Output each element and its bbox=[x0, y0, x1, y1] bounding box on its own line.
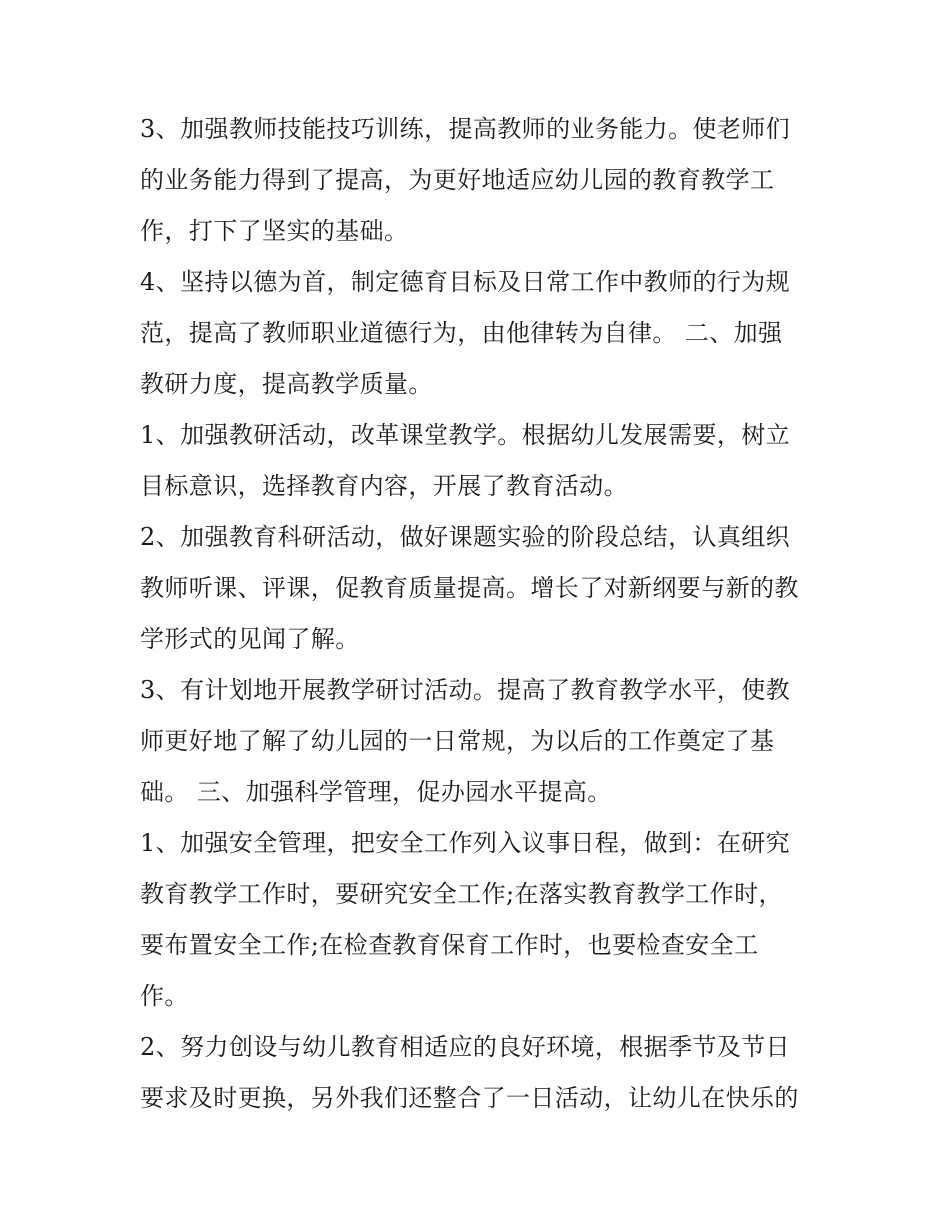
text-line: 4、坚持以德为首，制定德育目标及日常工作中教师的行为规 bbox=[140, 268, 791, 296]
text-line: 要布置安全工作;在检查教育保育工作时，也要检查安全工 bbox=[140, 931, 759, 959]
paragraph-teacher-skills bbox=[140, 104, 820, 257]
text-line: 2、加强教育科研活动，做好课题实验的阶段总结，认真组织 bbox=[140, 523, 791, 551]
paragraph-scientific-research bbox=[140, 512, 820, 665]
paragraph-moral-education bbox=[140, 257, 820, 410]
text-line: 2、努力创设与幼儿教育相适应的良好环境，根据季节及节日 bbox=[140, 1033, 791, 1061]
text-line: 学形式的见闻了解。 bbox=[140, 625, 360, 653]
text-line: 要求及时更换，另外我们还整合了一日活动，让幼儿在快乐的 bbox=[140, 1084, 799, 1112]
paragraph-environment bbox=[140, 1022, 820, 1124]
text-line: 教师听课、评课，促教育质量提高。增长了对新纲要与新的教 bbox=[140, 574, 799, 602]
text-line: 1、加强安全管理，把安全工作列入议事日程，做到：在研究 bbox=[140, 829, 791, 857]
paragraph-safety-management bbox=[140, 818, 820, 1022]
text-line: 教研力度，提高教学质量。 bbox=[140, 370, 433, 398]
text-line: 3、加强教师技能技巧训练，提高教师的业务能力。使老师们 bbox=[140, 115, 791, 143]
text-line: 教育教学工作时，要研究安全工作;在落实教育教学工作时， bbox=[140, 880, 783, 908]
text-line: 3、有计划地开展教学研讨活动。提高了教育教学水平，使教 bbox=[140, 676, 791, 704]
document-body bbox=[140, 104, 820, 1124]
text-line: 1、加强教研活动，改革课堂教学。根据幼儿发展需要，树立 bbox=[140, 421, 791, 449]
text-line: 的业务能力得到了提高，为更好地适应幼儿园的教育教学工 bbox=[140, 166, 775, 194]
text-line: 目标意识，选择教育内容，开展了教育活动。 bbox=[140, 472, 628, 500]
text-line: 作。 bbox=[140, 982, 189, 1010]
text-line: 范，提高了教师职业道德行为，由他律转为自律。 二、加强 bbox=[140, 319, 783, 347]
text-line: 作，打下了坚实的基础。 bbox=[140, 217, 409, 245]
text-line: 础。 三、加强科学管理，促办园水平提高。 bbox=[140, 778, 612, 806]
paragraph-planned-seminars bbox=[140, 665, 820, 818]
paragraph-teaching-research bbox=[140, 410, 820, 512]
text-line: 师更好地了解了幼儿园的一日常规，为以后的工作奠定了基 bbox=[140, 727, 775, 755]
